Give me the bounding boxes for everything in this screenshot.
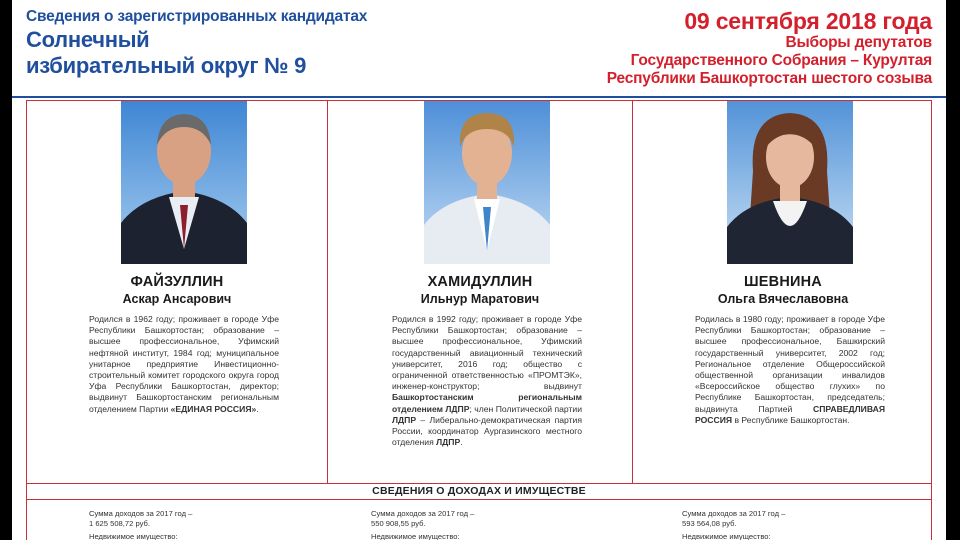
candidate-card xyxy=(27,101,327,481)
candidate-card xyxy=(330,101,630,481)
candidate-surname: ФАЙЗУЛЛИН xyxy=(130,274,224,290)
district-title-line2: избирательный округ № 9 xyxy=(26,53,307,78)
candidate-biography: Родился в 1962 году; проживает в городе Уфе Республики Башкортостан; образование – высшее профессиональное, Уфимский нефтяной институт, 1984 год; муниципальное унитарное предприятие Инвестиционно-строительный комитет городского округа город Уфа Республики Башкортостан, директор; выдвинут Башкортостанским региональным отделением Партии «ЕДИНАЯ РОССИЯ». xyxy=(89,314,279,414)
income-label: Сумма доходов за 2017 год – xyxy=(371,509,475,518)
candidate-given-names: Ильнур Маратович xyxy=(420,292,540,306)
election-title-line2: Государственного Собрания – Курултая xyxy=(630,52,932,69)
election-date: 09 сентября 2018 года xyxy=(684,8,932,34)
candidate-photo xyxy=(121,101,247,264)
candidate-photo xyxy=(727,101,853,264)
candidate-photo xyxy=(424,101,550,264)
candidate-given-names: Аскар Ансарович xyxy=(122,292,232,306)
property-label: Недвижимое имущество: xyxy=(682,532,771,540)
header-right xyxy=(607,8,932,88)
portrait-illustration xyxy=(424,101,550,264)
income-block xyxy=(89,509,329,540)
portrait-illustration xyxy=(121,101,247,264)
header-divider xyxy=(12,96,946,98)
income-block xyxy=(682,509,922,540)
income-value: 1 625 508,72 руб. xyxy=(89,519,150,528)
income-value: 593 564,08 руб. xyxy=(682,519,737,528)
income-value: 550 908,55 руб. xyxy=(371,519,426,528)
candidate-surname: ХАМИДУЛЛИН xyxy=(427,274,533,290)
income-label: Сумма доходов за 2017 год – xyxy=(89,509,193,518)
candidates-frame xyxy=(26,100,932,540)
candidate-card xyxy=(633,101,933,481)
header-subtitle: Сведения о зарегистрированных кандидатах xyxy=(26,8,368,25)
election-title-line3: Республики Башкортостан шестого созыва xyxy=(606,70,932,87)
district-title-line1: Солнечный xyxy=(26,27,150,52)
column-divider xyxy=(327,101,328,483)
election-title-line1: Выборы депутатов xyxy=(785,34,932,51)
section-divider xyxy=(27,483,931,484)
candidate-surname: ШЕВНИНА xyxy=(744,274,822,290)
income-label: Сумма доходов за 2017 год – xyxy=(682,509,786,518)
income-block xyxy=(371,509,611,540)
portrait-illustration xyxy=(727,101,853,264)
property-label: Недвижимое имущество: xyxy=(371,532,460,540)
section-divider xyxy=(27,499,931,500)
candidate-given-names: Ольга Вячеславовна xyxy=(717,292,849,306)
property-label: Недвижимое имущество: xyxy=(89,532,178,540)
candidate-biography: Родился в 1992 году; проживает в городе Уфе Республики Башкортостан; образование – высшее профессиональное, Уфимский государственный авиационный технический университет, 2016 год; общество с ограниченной ответственностью «ПРОМТЭК», инженер-конструктор; выдвинут Башкортостанским региональным отделением ЛДПР; член Политической партии ЛДПР – Либерально-демократическая партия России, координатор Аургазинского местного отделения ЛДПР. xyxy=(392,314,582,448)
candidate-biography: Родилась в 1980 году; проживает в городе Уфе Республики Башкортостан; образование – высшее профессиональное, Башкирский государственный университет, 2002 год; Региональное отделение Общероссийской общественной организации инвалидов «Всероссийское общество глухих» по Республике Башкортостан, председатель; выдвинута Партией СПРАВЕДЛИВАЯ РОССИЯ в Республике Башкортостан. xyxy=(695,314,885,425)
header-left xyxy=(26,8,367,78)
income-section-title: СВЕДЕНИЯ О ДОХОДАХ И ИМУЩЕСТВЕ xyxy=(372,485,586,497)
ballot-poster-page xyxy=(12,0,946,540)
